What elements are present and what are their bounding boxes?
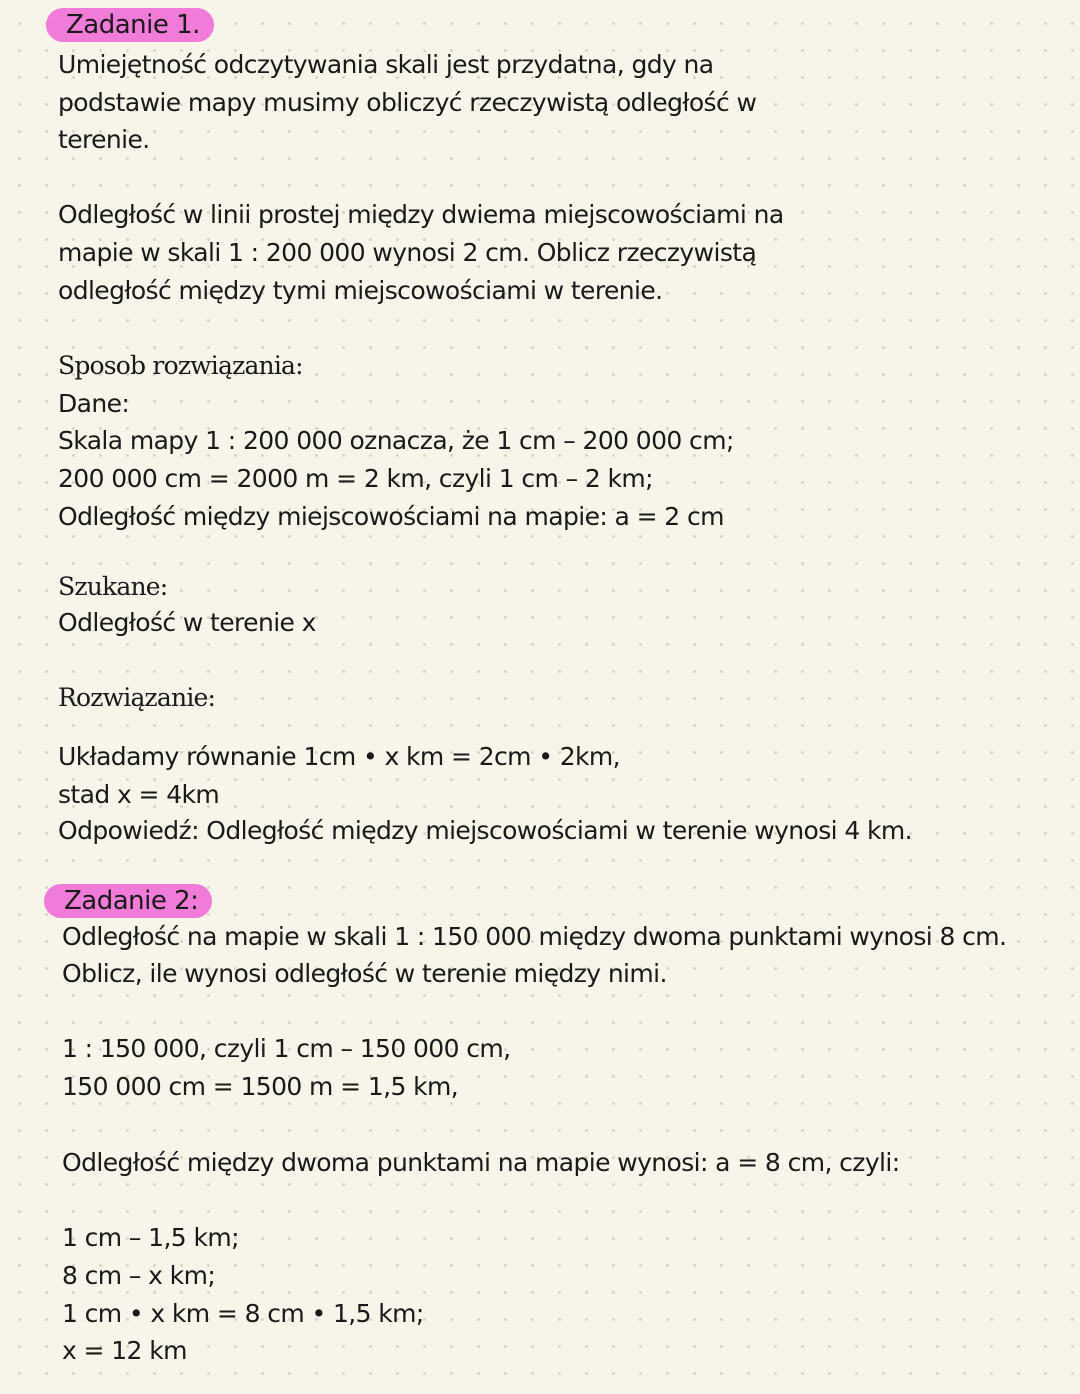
task1-answer: Odpowiedź: Odległość między miejscowościami w terenie wynosi 4 km. [58, 816, 912, 845]
task2-distance: Odległość między dwoma punktami na mapie wynosi: a = 8 cm, czyli: [62, 1148, 900, 1177]
task2-problem-line-2: Oblicz, ile wynosi odległość w terenie między nimi. [62, 959, 667, 988]
task1-given-line-3: Odległość między miejscowościami na mapie: a = 2 cm [58, 502, 724, 531]
task2-badge: Zadanie 2: [44, 884, 212, 918]
task1-solution-heading: Rozwiązanie: [58, 683, 216, 712]
task1-given-line-2: 200 000 cm = 2000 m = 2 km, czyli 1 cm – 2 km; [58, 464, 653, 493]
task1-problem-line-3: odległość między tymi miejscowościami w terenie. [58, 276, 663, 305]
task2-scale-line-1: 1 : 150 000, czyli 1 cm – 150 000 cm, [62, 1034, 511, 1063]
task1-solution-line-1: Układamy równanie 1cm • x km = 2cm • 2km, [58, 742, 621, 771]
task1-intro-line-2: podstawie mapy musimy obliczyć rzeczywistą odległość w [58, 88, 757, 117]
task1-intro-line-3: terenie. [58, 125, 150, 154]
task1-problem-line-1: Odległość w linii prostej między dwiema miejscowościami na [58, 200, 784, 229]
task1-given-line-1: Skala mapy 1 : 200 000 oznacza, że 1 cm – 200 000 cm; [58, 426, 734, 455]
task2-result: x = 12 km [62, 1336, 187, 1365]
task2-calc-line-1: 1 cm – 1,5 km; [62, 1223, 239, 1252]
task2-problem-line-1: Odległość na mapie w skali 1 : 150 000 między dwoma punktami wynosi 8 cm. [62, 922, 1007, 951]
task1-solution-line-2: stad x = 4km [58, 780, 220, 809]
task1-method-heading: Sposob rozwiązania: [58, 351, 303, 380]
task1-badge: Zadanie 1. [46, 8, 214, 42]
task2-calc-line-3: 1 cm • x km = 8 cm • 1,5 km; [62, 1299, 424, 1328]
task1-intro-line-1: Umiejętność odczytywania skali jest przydatna, gdy na [58, 50, 714, 79]
task1-problem-line-2: mapie w skali 1 : 200 000 wynosi 2 cm. Oblicz rzeczywistą [58, 238, 757, 267]
task1-given-heading: Dane: [58, 389, 130, 418]
task2-scale-line-2: 150 000 cm = 1500 m = 1,5 km, [62, 1072, 459, 1101]
task1-sought: Odległość w terenie x [58, 608, 316, 637]
task2-calc-line-2: 8 cm – x km; [62, 1261, 216, 1290]
task1-sought-heading: Szukane: [58, 572, 168, 601]
